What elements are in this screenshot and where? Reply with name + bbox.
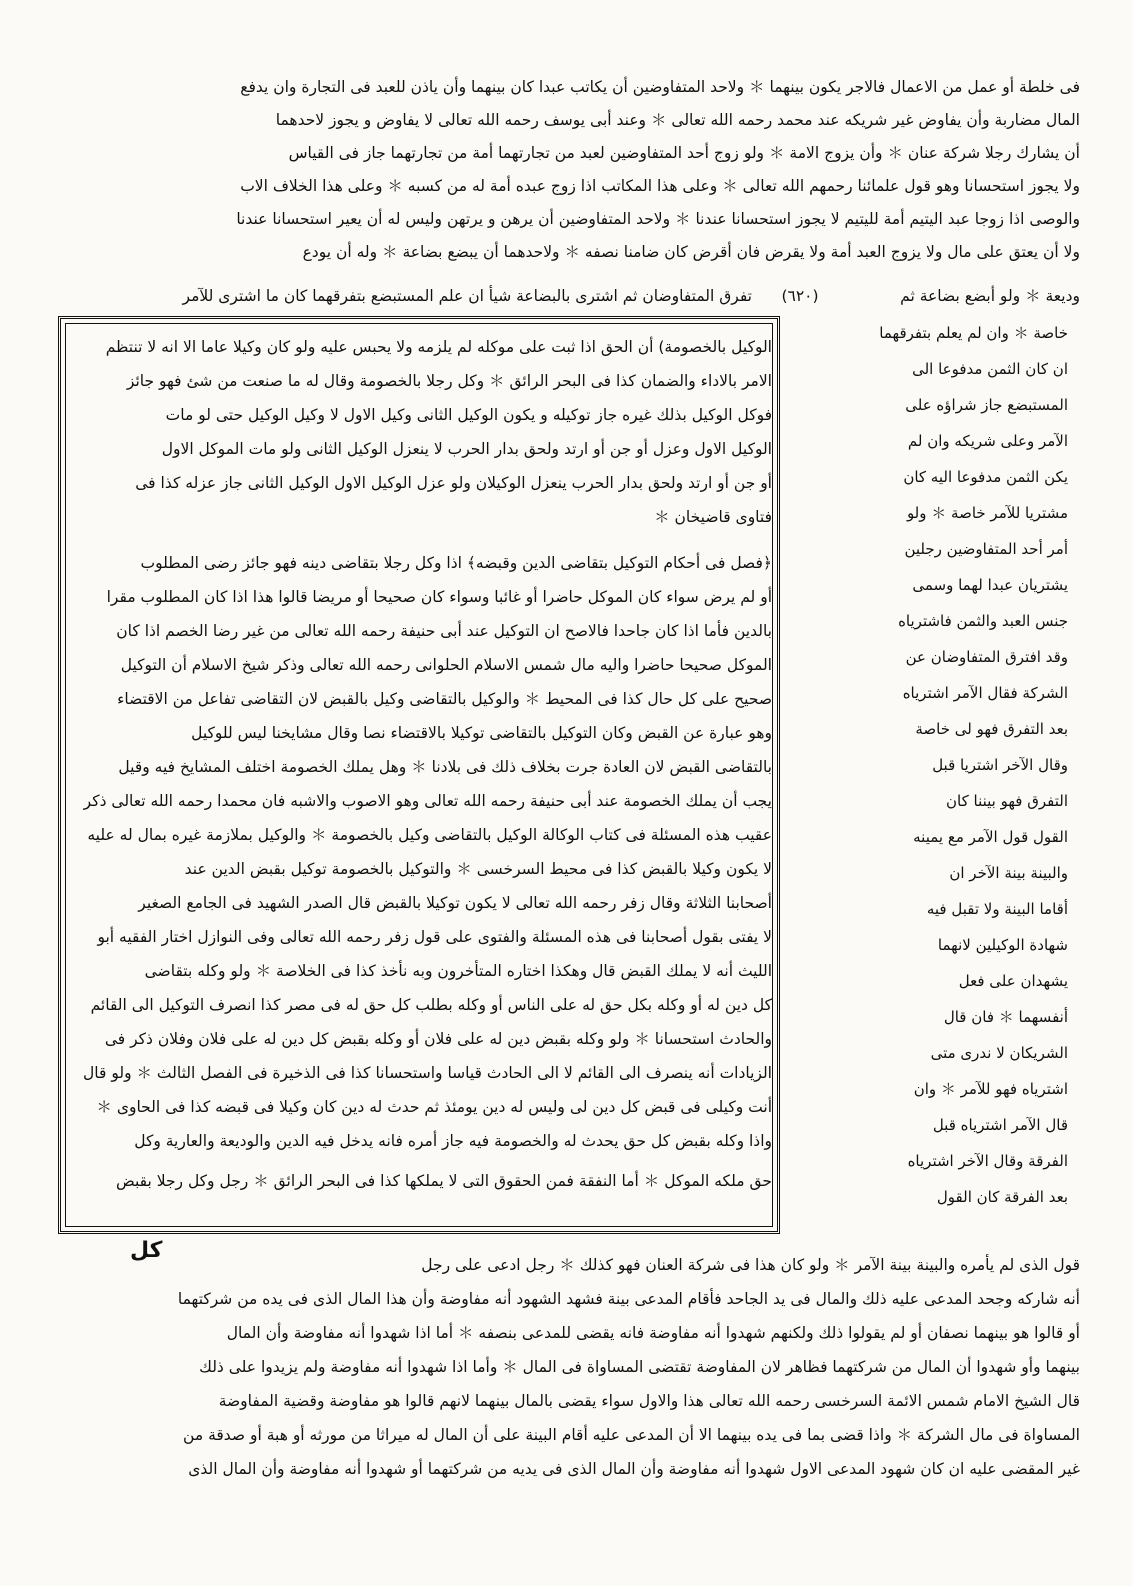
text-line: أصحابنا الثلاثة وقال زفر رحمه الله تعالى لا يكون توكيلا بالقبض قال الصدر الشهيد فى الجامع الصغير <box>138 894 772 912</box>
text-line: أن يشارك رجلا شركة عنان ＊ وأن يزوج الامة ＊ ولو زوج أحد المتفاوضين لعبد من تجارتهما أمة من تجارتهما جاز فى القياس <box>288 144 1080 162</box>
text-line: وهو عبارة عن القبض وكان التوكيل بالتقاضى توكيلا بالاقتضاء نصا وقال مشايخنا ليس للوكيل <box>191 724 772 742</box>
text-line: يجب أن يملك الخصومة عند أبى حنيفة رحمه الله تعالى وهو الاصوب والاشبه فان محمدا رحمه الله تعالى ذكر <box>83 792 772 810</box>
text-line: قول الذى لم يأمره والبينة بينة الآمر ＊ ولو كان هذا فى شركة العنان فهو كذلك ＊ رجل ادعى على رجل <box>421 1256 1080 1274</box>
text-line: أنفسهما ＊ فان قال <box>943 1008 1068 1026</box>
text-line: أو قالوا هو بينهما نصفان أو لم يقولوا ذلك ولكنهم شهدوا أنه مفاوضة فانه يقضى للمدعى بنصفه ＊ أما اذا شهدوا أنه مفاوضة وأن المال <box>226 1324 1080 1342</box>
text-line: يكن الثمن مدفوعا اليه كان <box>903 468 1068 486</box>
text-line: أمر أحد المتفاوضين رجلين <box>904 540 1068 558</box>
text-line: المال مضاربة وأن يفاوض غير شريكه عند محمد رحمه الله تعالى ＊ وعند أبى يوسف رحمه الله تعالى لا يفاوض و يجوز لاحدهما <box>275 111 1080 129</box>
text-line: لا يكون وكيلا بالقبض كذا فى محيط السرخسى ＊ والتوكيل بالخصومة توكيل بقبض الدين عند <box>184 860 772 878</box>
text-line: أو لم يرض سواء كان الموكل حاضرا أو غائبا وسواء كان صحيحا أو مريضا قالوا هذا اذا كان المطلوب مقرا <box>106 588 772 606</box>
text-line: والبينة بينة الآخر ان <box>949 864 1068 882</box>
text-line: أقاما البينة ولا تقبل فيه <box>926 900 1068 918</box>
text-line: كل دين له أو وكله بكل حق له على الناس أو وكله بطلب كل حق له فى مصر كذا انصرف التوكيل الى القائم <box>90 996 772 1014</box>
text-line: بالتقاضى القبض لان العادة جرت بخلاف ذلك فى بلادنا ＊ وهل يملك الخصومة اختلف المشايخ فيه وقيل <box>118 758 772 776</box>
text-line: القول قول الآمر مع يمينه <box>913 828 1068 846</box>
text-line: الوكيل بالخصومة) أن الحق اذا ثبت على موكله لم يلزمه ولا يحبس عليه ولو كان وكيلا عاما الا انه لا تنتظم <box>105 338 772 356</box>
text-line: الامر بالاداء والضمان كذا فى البحر الرائق ＊ وكل رجلا بالخصومة وقال له ما صنعت من شئ فهو جائز <box>126 372 772 390</box>
text-line: الموكل صحيحا حاضرا واليه مال شمس الاسلام الحلوانى رحمه الله تعالى وذكر شيخ الاسلام أن التوكيل <box>120 656 772 674</box>
text-line: وقد افترق المتفاوضان عن <box>905 648 1068 666</box>
text-line: والحادث استحسانا ＊ ولو وكله بقبض دين له على فلان أو وكله بقبض كل دين له على فلان وفلان ذكر فى <box>104 1030 772 1048</box>
text-line: بعد التفرق فهو لى خاصة <box>915 720 1068 738</box>
text-line: قال الشيخ الامام شمس الائمة السرخسى رحمه الله تعالى هذا والاول سواء يقضى بالمال بينهما لانهم قالوا هو مفاوضة وقضية المفاوضة <box>218 1392 1080 1410</box>
text-line: اشترياه فهو للآمر ＊ وان <box>913 1080 1068 1098</box>
text-line: الوكيل الاول وعزل أو جن أو ارتد ولحق بدار الحرب لا ينعزل الوكيل الثانى ولو مات الموكل الاول <box>161 440 772 458</box>
text-line: بعد الفرقة كان القول <box>936 1188 1068 1206</box>
text-line: فتاوى قاضيخان ＊ <box>654 508 772 526</box>
text-line: فى خلطة أو عمل من الاعمال فالاجر يكون بينهما ＊ ولاحد المتفاوضين أن يكاتب عبدا كان بينهما وأن ياذن للعبد فى التجارة وان يدفع <box>240 78 1080 96</box>
text-line: غير المقضى عليه ان كان شهود المدعى الاول شهدوا أنه مفاوضة وأن المال الذى فى يديه من شركتهما أو شهدوا أنه مفاوضة وأن المال الذى <box>188 1460 1080 1478</box>
text-line: الآمر وعلى شريكه وان لم <box>907 432 1068 450</box>
text-line: أو جن أو ارتد ولحق بدار الحرب ينعزل الوكيلان ولو عزل الوكيل الاول الوكيل الثانى جاز عزله كذا فى <box>135 474 772 492</box>
text-line: تفرق المتفاوضان ثم اشترى بالبضاعة شيأ ان علم المستبضع بتفرقهما كان ما اشترى للآمر <box>182 287 752 305</box>
text-line: لا يفتى بقول أصحابنا فى هذه المسئلة والفتوى على قول زفر رحمه الله تعالى وفى النوازل اختار الفقيه أبو <box>97 928 772 946</box>
text-line: المستبضع جاز شراؤه على <box>905 396 1068 414</box>
text-line: ولا أن يعتق على مال ولا يزوج العبد أمة ولا يقرض فان أقرض كان ضامنا نصفه ＊ ولاحدهما أن يبضع بضاعة ＊ وله أن يودع <box>302 243 1080 261</box>
text-line: بالدين فأما اذا كان جاحدا فالاصح ان التوكيل عند أبى حنيفة رحمه الله تعالى من غير رضا الخصم اذا كان <box>116 622 772 640</box>
text-line: الفرقة وقال الآخر اشترياه <box>907 1152 1068 1170</box>
text-line: مشتريا للآمر خاصة ＊ ولو <box>906 504 1068 522</box>
text-line: الشريكان لا ندرى متى <box>930 1044 1068 1062</box>
text-line: يشهدان على فعل <box>958 972 1068 990</box>
text-line: أنه شاركه وجحد المدعى عليه ذلك والمال فى يد الجاحد فأقام المدعى بينة فشهد الشهود أنه مفاوضة وأن هذا المال الذى فى يده من شركتهما <box>177 1290 1080 1308</box>
text-line: صحيح على كل حال كذا فى المحيط ＊ والوكيل بالتقاضى وكيل بالقبض لان التقاضى تفاعل من الاقتضاء <box>117 690 772 708</box>
text-line: التفرق فهو بيننا كان <box>946 792 1068 810</box>
text-line: وقال الآخر اشتريا قبل <box>932 756 1068 774</box>
text-line: شهادة الوكيلين لانهما <box>937 936 1068 954</box>
text-line: يشتريان عبدا لهما وسمى <box>912 576 1068 594</box>
text-line: المساواة فى مال الشركة ＊ واذا قضى بما فى يده بينهما الا أن المدعى عليه أقام البينة على أن المال له ميراثا من مورثه أو هبة أو صدقة من <box>183 1426 1080 1444</box>
text-line: بينهما وأو شهدوا أن المال من شركتهما فظاهر لان المفاوضة تقتضى المساواة فى المال ＊ وأما اذا شهدوا أنه مفاوضة ولم يزيدوا على ذلك <box>199 1358 1080 1376</box>
text-line: واذا وكله بقبض كل حق يحدث له والخصومة فيه جاز أمره فانه يدخل فيه الدين والوديعة والعارية وكل <box>134 1132 772 1150</box>
page-number: (٦٢٠) <box>781 287 819 305</box>
catchword: كل <box>130 1238 163 1263</box>
text-line: الشركة فقال الآمر اشترياه <box>902 684 1068 702</box>
text-line: ان كان الثمن مدفوعا الى <box>912 360 1068 378</box>
text-line: الليث أنه لا يملك القبض قال وهكذا اختاره المتأخرون وبه نأخذ كذا فى الخلاصة ＊ ولو وكله بتقاضى <box>144 962 772 980</box>
text-line: فوكل الوكيل بذلك غيره جاز توكيله و يكون الوكيل الثانى وكيل الاول لا وكيل الوكيل حتى لو مات <box>165 406 772 424</box>
text-line: حق ملكه الموكل ＊ أما النفقة فمن الحقوق التى لا يملكها كذا فى البحر الرائق ＊ رجل وكل رجلا بقبض <box>115 1172 772 1190</box>
text-line: وديعة ＊ ولو أبضع بضاعة ثم <box>900 287 1080 305</box>
text-line: جنس العبد والثمن فاشترياه <box>898 612 1068 630</box>
text-line: قال الآمر اشترياه قبل <box>932 1116 1068 1134</box>
text-line: أنت وكيلى فى قبض كل دين لى وليس له دين يومئذ ثم حدث له دين كان وكيلا فى قبضه كذا فى الحاوى ＊ <box>96 1098 772 1116</box>
text-line: خاصة ＊ وان لم يعلم بتفرقهما <box>879 324 1068 342</box>
section-heading-line: ﴿فصل فى أحكام التوكيل بتقاضى الدين وقبضه﴾ اذا وكل رجلا بتقاضى دينه فهو جائز رضى المطلوب <box>140 554 772 572</box>
text-line: ولا يجوز استحسانا وهو قول علمائنا رحمهم الله تعالى ＊ وعلى هذا المكاتب اذا زوج عبده أمة له من كسبه ＊ وعلى هذا الخلاف الاب <box>240 177 1080 195</box>
text-line: عقيب هذه المسئلة فى كتاب الوكالة الوكيل بالتقاضى وكيل بالخصومة ＊ والوكيل بملازمة غيره بمال له عليه <box>87 826 772 844</box>
text-line: والوصى اذا زوجا عبد اليتيم أمة لليتيم لا يجوز استحسانا عندنا ＊ ولاحد المتفاوضين أن يرهن و يرتهن وليس له أن يعير استحسانا عندنا <box>236 210 1080 228</box>
text-line: الزيادات أنه ينصرف الى القائم لا الى الحادث قياسا واستحسانا كذا فى الذخيرة فى الفصل الثالث ＊ ولو قال <box>83 1064 772 1082</box>
